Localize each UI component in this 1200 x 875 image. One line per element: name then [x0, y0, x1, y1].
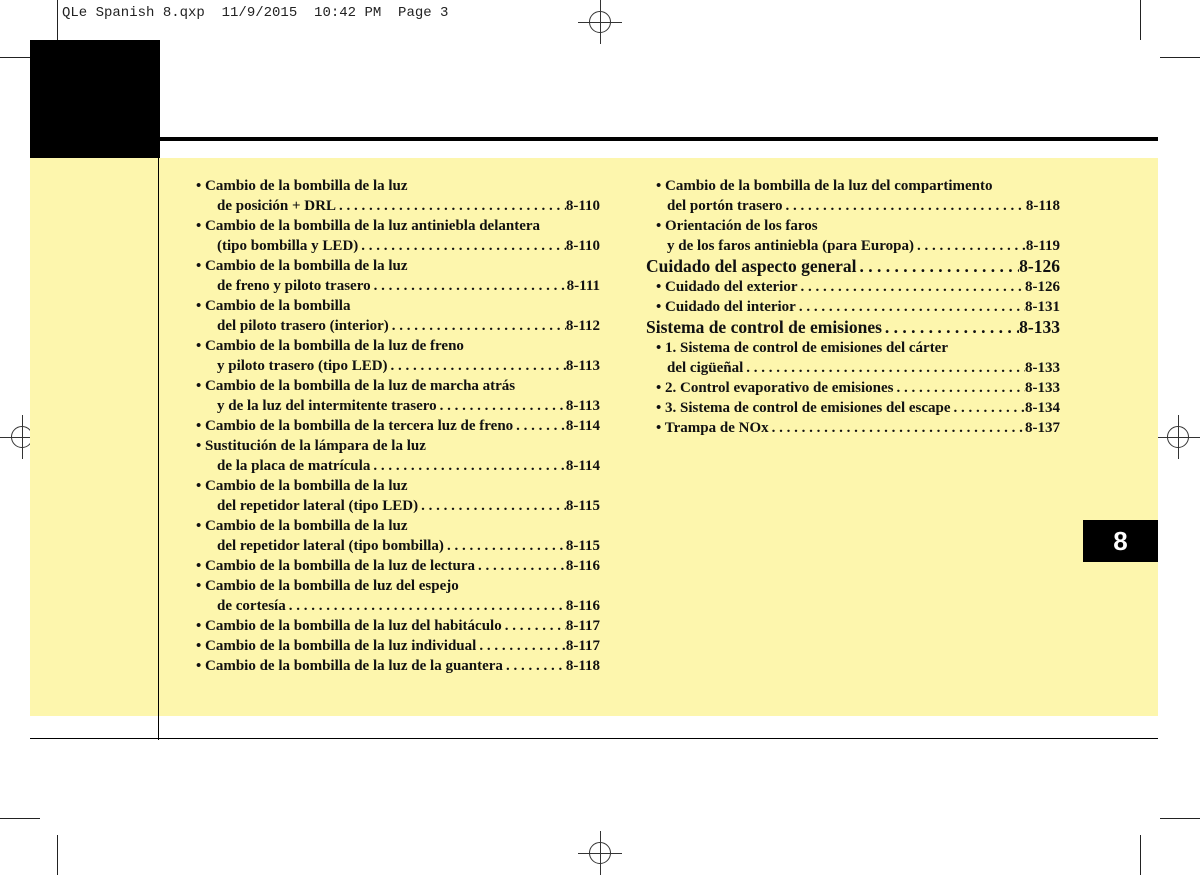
toc-entry[interactable]: [196, 196, 600, 216]
toc-entry: [196, 336, 600, 356]
toc-entry-title: • Cambio de la bombilla de la luz del compartimento: [656, 178, 993, 194]
toc-section-entry[interactable]: [646, 317, 1060, 338]
toc-entry: [196, 476, 600, 496]
toc-entry[interactable]: [646, 398, 1060, 418]
toc-entry-title: del repetidor lateral (tipo LED): [217, 498, 419, 514]
toc-page-number: 8-137: [1025, 420, 1060, 436]
toc-entry: [196, 256, 600, 276]
toc-entry[interactable]: [646, 358, 1060, 378]
toc-entry[interactable]: [196, 356, 600, 376]
margin-rule: [158, 158, 159, 740]
toc-entry: [196, 516, 600, 536]
toc-entry-title: • Cambio de la bombilla de la luz antiniebla delantera: [196, 218, 541, 234]
toc-page-number: 8-114: [565, 458, 600, 474]
toc-entry-title: • Sustitución de la lámpara de la luz: [196, 438, 426, 454]
toc-entry: [196, 176, 600, 196]
toc-entry: [196, 216, 600, 236]
toc-page-number: 8-113: [565, 398, 600, 414]
toc-entry-title: • Cambio de la bombilla de la luz individual: [196, 638, 477, 654]
toc-leader-dots: [502, 616, 566, 636]
toc-entry-title: • Cuidado del exterior: [656, 279, 798, 295]
toc-page-number: 8-133: [1025, 380, 1060, 396]
toc-entry-title: • Cambio de la bombilla de la luz: [196, 518, 408, 534]
toc-entry-title: • Cambio de la bombilla de la luz de marcha atrás: [196, 378, 516, 394]
toc-entry-title: y de los faros antiniebla (para Europa): [667, 238, 914, 254]
toc-leader-dots: [389, 316, 566, 336]
toc-column-right: [646, 176, 1060, 438]
crop-mark: [1160, 818, 1200, 819]
toc-leader-dots: [371, 276, 567, 296]
toc-entry: [646, 176, 1060, 196]
toc-page-number: 8-134: [1025, 400, 1060, 416]
toc-page-number: 8-133: [1025, 360, 1060, 376]
crop-mark: [57, 835, 58, 875]
toc-entry-title: • Cambio de la bombilla de la luz de freno: [196, 338, 464, 354]
toc-entry[interactable]: [196, 536, 600, 556]
toc-leader-dots: [513, 416, 566, 436]
toc-leader-dots: [882, 317, 1019, 338]
toc-page-number: 8-119: [1025, 238, 1060, 254]
toc-page-number: 8-118: [1025, 198, 1060, 214]
toc-entry[interactable]: [196, 496, 600, 516]
toc-entry[interactable]: [196, 556, 600, 576]
toc-entry[interactable]: [196, 596, 600, 616]
toc-page-number: 8-110: [565, 238, 600, 254]
toc-entry-title: • Cambio de la bombilla de luz del espejo: [196, 578, 459, 594]
toc-page-number: 8-117: [565, 638, 600, 654]
toc-entry-title: de freno y piloto trasero: [217, 278, 371, 294]
toc-leader-dots: [503, 656, 566, 676]
toc-entry: [646, 338, 1060, 358]
toc-entry[interactable]: [646, 236, 1060, 256]
toc-entry[interactable]: [196, 316, 600, 336]
toc-leader-dots: [796, 297, 1025, 317]
toc-entry[interactable]: [646, 196, 1060, 216]
toc-leader-dots: [437, 396, 566, 416]
toc-page-number: 8-126: [1025, 279, 1060, 295]
toc-leader-dots: [798, 277, 1026, 297]
toc-entry-title: del repetidor lateral (tipo bombilla): [217, 538, 444, 554]
toc-entry[interactable]: [646, 418, 1060, 438]
crop-mark: [0, 818, 40, 819]
toc-page-number: 8-118: [565, 658, 600, 674]
toc-page-number: 8-116: [565, 598, 600, 614]
toc-entry-title: Cuidado del aspecto general: [646, 256, 857, 276]
crop-mark: [1160, 57, 1200, 58]
toc-page-number: 8-112: [565, 318, 600, 334]
toc-entry-title: Sistema de control de emisiones: [646, 317, 882, 337]
toc-entry-title: y de la luz del intermitente trasero: [217, 398, 437, 414]
toc-entry[interactable]: [196, 276, 600, 296]
toc-page-number: 8-126: [1019, 256, 1060, 276]
toc-entry[interactable]: [646, 297, 1060, 317]
toc-entry[interactable]: [196, 636, 600, 656]
toc-entry-title: • 2. Control evaporativo de emisiones: [656, 380, 894, 396]
toc-entry-title: • Trampa de NOx: [656, 420, 769, 436]
crop-mark: [1140, 835, 1141, 875]
toc-entry: [196, 376, 600, 396]
toc-entry-title: • Cambio de la bombilla de la luz del habitáculo: [196, 618, 502, 634]
crop-mark: [1140, 0, 1141, 40]
toc-leader-dots: [743, 358, 1025, 378]
toc-entry: [196, 576, 600, 596]
toc-section-entry[interactable]: [646, 256, 1060, 277]
chapter-tab[interactable]: 8: [1083, 520, 1158, 562]
toc-leader-dots: [336, 196, 566, 216]
toc-entry-title: • Orientación de los faros: [656, 218, 818, 234]
toc-entry[interactable]: [196, 456, 600, 476]
toc-page-number: 8-111: [566, 278, 600, 294]
toc-entry-title: (tipo bombilla y LED): [217, 238, 359, 254]
toc-leader-dots: [475, 556, 566, 576]
toc-entry-title: de cortesía: [217, 598, 286, 614]
toc-entry[interactable]: [646, 277, 1060, 297]
toc-entry-title: del portón trasero: [667, 198, 783, 214]
toc-page-number: 8-115: [565, 498, 600, 514]
toc-page-number: 8-116: [565, 558, 600, 574]
header-rule: [160, 137, 1158, 141]
toc-leader-dots: [893, 378, 1025, 398]
toc-entry[interactable]: [646, 378, 1060, 398]
toc-entry-title: del piloto trasero (interior): [217, 318, 389, 334]
toc-entry-title: y piloto trasero (tipo LED): [217, 358, 388, 374]
toc-page-number: 8-114: [565, 418, 600, 434]
toc-entry-title: • Cambio de la bombilla de la luz: [196, 178, 408, 194]
toc-entry-title: • Cambio de la bombilla de la luz: [196, 258, 408, 274]
toc-entry[interactable]: [196, 236, 600, 256]
toc-entry-title: • Cambio de la bombilla de la tercera luz de freno: [196, 418, 514, 434]
toc-leader-dots: [418, 496, 566, 516]
toc-leader-dots: [769, 418, 1025, 438]
toc-entry: [196, 296, 600, 316]
print-slug-header: QLe Spanish 8.qxp 11/9/2015 10:42 PM Page 3: [62, 5, 449, 21]
toc-leader-dots: [444, 536, 566, 556]
toc-leader-dots: [370, 456, 566, 476]
toc-entry-title: • Cambio de la bombilla de la luz de lectura: [196, 558, 476, 574]
toc-entry-title: • Cambio de la bombilla de la luz: [196, 478, 408, 494]
toc-entry: [196, 436, 600, 456]
toc-leader-dots: [857, 256, 1020, 277]
toc-entry-title: • Cambio de la bombilla de la luz de la guantera: [196, 658, 503, 674]
toc-leader-dots: [286, 596, 566, 616]
toc-leader-dots: [914, 236, 1026, 256]
toc-entry[interactable]: [196, 396, 600, 416]
toc-entry-title: del cigüeñal: [667, 360, 744, 376]
toc-leader-dots: [358, 236, 566, 256]
toc-page-number: 8-113: [565, 358, 600, 374]
chapter-header-block: [30, 40, 160, 158]
toc-entry-title: de la placa de matrícula: [217, 458, 371, 474]
toc-leader-dots: [476, 636, 566, 656]
toc-entry[interactable]: [196, 416, 600, 436]
toc-entry: [646, 216, 1060, 236]
toc-entry-title: • 3. Sistema de control de emisiones del escape: [656, 400, 951, 416]
footer-rule: [30, 738, 1158, 739]
toc-leader-dots: [388, 356, 566, 376]
toc-entry[interactable]: [196, 616, 600, 636]
toc-leader-dots: [783, 196, 1026, 216]
toc-leader-dots: [951, 398, 1025, 418]
toc-page-number: 8-131: [1025, 299, 1060, 315]
crop-mark: [57, 0, 58, 40]
toc-entry-title: • Cambio de la bombilla: [196, 298, 351, 314]
toc-column-left: [196, 176, 600, 676]
toc-entry-title: • 1. Sistema de control de emisiones del cárter: [656, 340, 949, 356]
toc-entry-title: • Cuidado del interior: [656, 299, 796, 315]
toc-page-number: 8-115: [565, 538, 600, 554]
toc-entry[interactable]: [196, 656, 600, 676]
toc-entry-title: de posición + DRL: [217, 198, 336, 214]
toc-page-number: 8-110: [565, 198, 600, 214]
toc-page-number: 8-117: [565, 618, 600, 634]
toc-page-number: 8-133: [1019, 317, 1060, 337]
